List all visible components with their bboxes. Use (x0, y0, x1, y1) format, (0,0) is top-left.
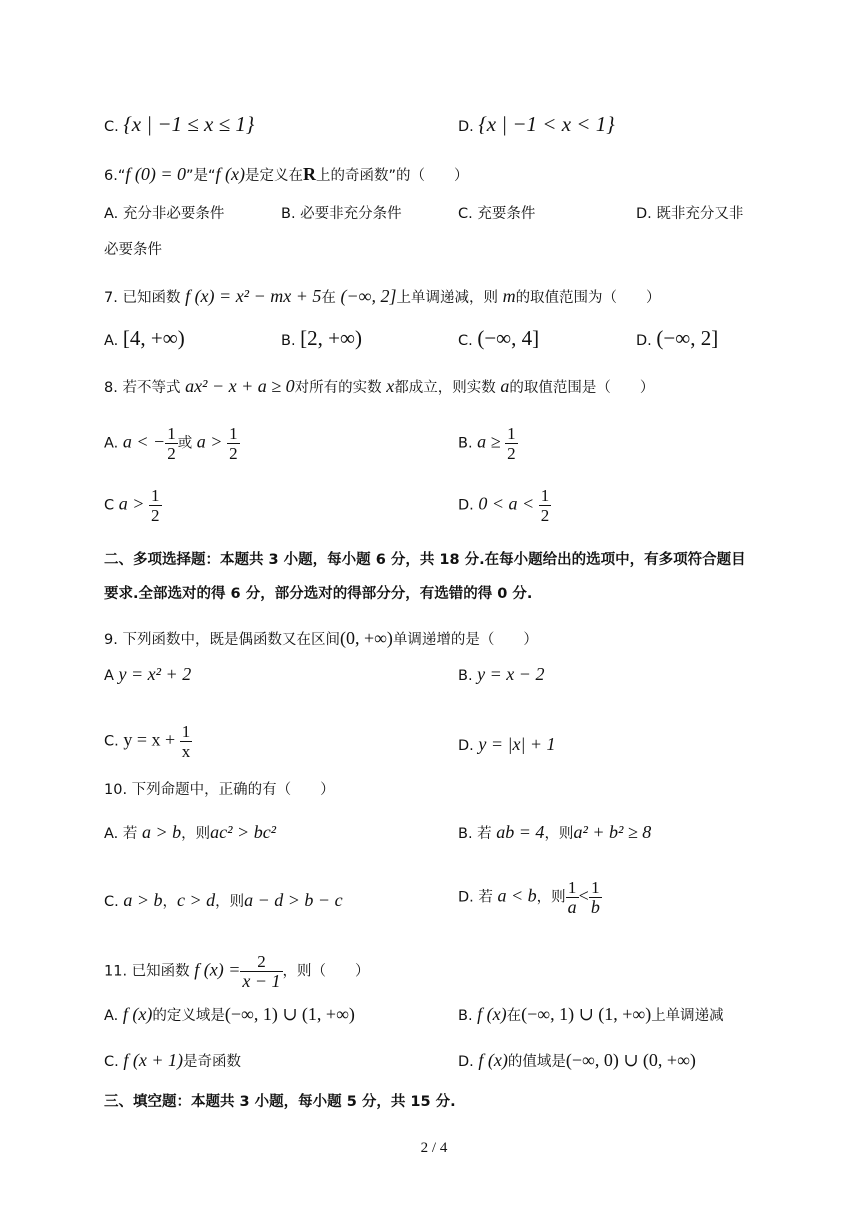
math-expression: {x | −1 < x < 1} (478, 112, 615, 136)
q8-option-b: B. a ≥ $\frac{1}{2}$ (458, 424, 516, 463)
q11-option-d: D. f (x)的值域是(−∞, 0) ∪ (0, +∞) (458, 1050, 696, 1070)
math-expression: (0, +∞) (339, 628, 393, 648)
q6-option-a: A. 充分非必要条件 (104, 206, 225, 222)
fraction: $\frac{2}{x - 1}$ (242, 952, 281, 991)
page-number: 2 / 4 (420, 1140, 448, 1156)
math-expression: [4, +∞) (122, 326, 185, 350)
option-label: C. (104, 119, 119, 135)
section-2-heading: 二、多项选择题：本题共 3 小题，每小题 6 分，共 18 分.在每小题给出的选项中，有多项符合题目 (104, 552, 746, 568)
q7-option-a: A. [4, +∞) (104, 326, 185, 350)
question-7: 7. 已知函数 f (x) = x² − mx + 5在 (−∞, 2]上单调递减，则 m的取值范围为（ ） (104, 286, 661, 306)
q6-option-b: B. 必要非充分条件 (281, 206, 402, 222)
q5-option-c (104, 114, 254, 137)
q7-option-c: C. (−∞, 4] (458, 326, 540, 350)
math-expression: y = x² + 2 (118, 664, 192, 684)
fraction: $\frac{1}{2}$ (540, 486, 550, 525)
math-expression: ax² − x + a ≥ 0 (185, 376, 295, 396)
fraction: $\frac{1}{2}$ (151, 486, 160, 525)
q10-option-b: B. 若 ab = 4，则a² + b² ≥ 8 (458, 822, 652, 842)
q10-option-c: C. a > b，c > d，则a − d > b − c (104, 890, 343, 910)
math-expression: ac² > bc² (210, 822, 277, 842)
question-10: 10. 下列命题中，正确的有（ ） (104, 782, 335, 798)
math-expression: a² + b² ≥ 8 (573, 822, 652, 842)
math-expression: y = x − 2 (477, 664, 545, 684)
q9-option-d: D. y = |x| + 1 (458, 734, 556, 754)
fraction: $\frac{1}{2}$ (229, 424, 238, 463)
q6-option-d-continued: 必要条件 (104, 242, 162, 258)
math-expression: y = |x| + 1 (478, 734, 556, 754)
math-expression: {x | −1 ≤ x ≤ 1} (123, 112, 255, 136)
q7-option-d: D. (−∞, 2] (636, 326, 719, 350)
q11-option-b: B. f (x)在(−∞, 1) ∪ (1, +∞)上单调递减 (458, 1004, 724, 1024)
fraction: $\frac{1}{a}$ (567, 878, 577, 917)
math-expression: f (x) (215, 164, 246, 184)
math-expression: (−∞, 1) ∪ (1, +∞) (224, 1004, 355, 1024)
math-expression: (−∞, 1) ∪ (1, +∞) (521, 1004, 652, 1024)
q8-option-a: A. a < − $\frac{1}{2}$ 或 a > $\frac{1}{2}$ (104, 424, 238, 463)
question-9: 9. 下列函数中，既是偶函数又在区间(0, +∞)单调递增的是（ ） (104, 628, 538, 648)
section-3-heading: 三、填空题：本题共 3 小题，每小题 5 分，共 15 分. (104, 1094, 456, 1110)
q6-option-c: C. 充要条件 (458, 206, 536, 222)
q10-option-a: A. 若 a > b，则ac² > bc² (104, 822, 277, 842)
q7-option-b: B. [2, +∞) (281, 326, 362, 350)
math-expression: (−∞, 2] (340, 286, 397, 306)
fraction: $\frac{1}{2}$ (167, 424, 176, 463)
q11-option-c: C. f (x + 1)是奇函数 (104, 1050, 241, 1070)
option-label: D. (458, 119, 474, 135)
math-expression: f (x) = x² − mx + 5 (185, 286, 322, 306)
fraction: $\frac{1}{2}$ (507, 424, 516, 463)
fraction: $\frac{1}{b}$ (590, 878, 600, 917)
q9-option-a: A y = x² + 2 (104, 664, 192, 684)
q6-option-d: D. 既非充分又非 (636, 206, 744, 222)
fraction: $\frac{1}{x}$ (181, 722, 191, 761)
math-expression: (−∞, 2] (656, 326, 719, 350)
math-expression: f (0) = 0 (125, 164, 186, 184)
q9-option-c: C. y = x + $\frac{1}{x}$ (104, 722, 191, 761)
math-expression: (−∞, 0) ∪ (0, +∞) (565, 1050, 696, 1070)
question-11: 11. 已知函数 f (x) = $\frac{2}{x - 1}$ ，则（ ） (104, 952, 370, 991)
math-expression: (−∞, 4] (477, 326, 540, 350)
math-expression: a − d > b − c (244, 890, 343, 910)
question-8: 8. 若不等式 ax² − x + a ≥ 0对所有的实数 x都成立，则实数 a的取值范围是（ ） (104, 376, 655, 396)
q8-option-d: D. 0 < a < $\frac{1}{2}$ (458, 486, 550, 525)
q11-option-a: A. f (x)的定义域是(−∞, 1) ∪ (1, +∞) (104, 1004, 355, 1024)
q8-option-c: C a > $\frac{1}{2}$ (104, 486, 160, 525)
q5-option-d (458, 114, 615, 137)
question-6: 6.“f (0) = 0”是“f (x)是定义在R上的奇函数”的（ ） (104, 164, 469, 184)
math-expression: [2, +∞) (300, 326, 362, 350)
q9-option-b: B. y = x − 2 (458, 664, 545, 684)
section-2-heading-continued: 要求.全部选对的得 6 分，部分选对的得部分分，有选错的得 0 分. (104, 586, 533, 602)
real-numbers-symbol: R (303, 164, 317, 184)
q10-option-d: D. 若 a < b，则 $\frac{1}{a}$ < $\frac{1}{b}$ (458, 878, 600, 917)
